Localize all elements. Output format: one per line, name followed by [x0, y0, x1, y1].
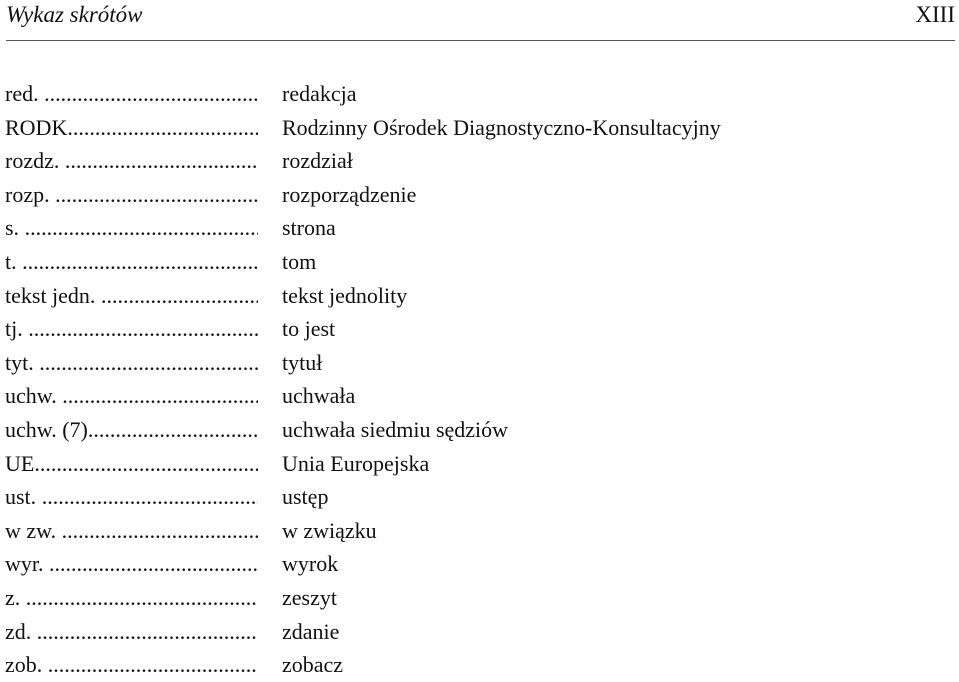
abbreviation: zd. ..... — [5, 615, 258, 649]
abbreviation-meaning: zobacz — [282, 652, 344, 678]
abbreviation-meaning: to jest — [282, 316, 336, 342]
abbreviation-list — [5, 77, 945, 682]
abbreviation-row — [5, 413, 945, 447]
abbreviation-row — [5, 581, 945, 615]
abbreviation: zob. ..... — [5, 648, 258, 682]
abbreviation: wyr. ..... — [5, 547, 258, 581]
abbreviation-row — [5, 245, 945, 279]
abbreviation: w zw. ..... — [5, 514, 258, 548]
abbreviation-meaning: tom — [282, 248, 317, 274]
abbreviation-meaning: wyrok — [282, 551, 339, 577]
page-number: XIII — [915, 2, 955, 27]
abbreviation-row — [5, 111, 945, 145]
abbreviation: UE ..... — [5, 447, 258, 481]
abbreviation-meaning: strona — [282, 215, 336, 241]
abbreviation: rozp. ..... — [5, 178, 258, 212]
abbreviation-meaning: Unia Europejska — [282, 450, 430, 476]
abbreviation-row — [5, 480, 945, 514]
abbreviation-meaning: tytuł — [282, 349, 323, 375]
abbreviation-row — [5, 514, 945, 548]
abbreviation-meaning: uchwała — [282, 383, 356, 409]
abbreviation-meaning: tekst jednolity — [282, 282, 408, 308]
abbreviation-meaning: Rodzinny Ośrodek Diagnostyczno-Konsultacyjny — [282, 114, 721, 140]
abbreviation: t. ..... — [5, 245, 258, 279]
abbreviation-row — [5, 648, 945, 682]
abbreviation-meaning: redakcja — [282, 81, 357, 106]
abbreviation-row — [5, 144, 945, 178]
abbreviation-meaning: ustęp — [282, 484, 329, 510]
abbreviation-row — [5, 178, 945, 212]
abbreviation-row — [5, 211, 945, 245]
abbreviation: uchw. ..... — [5, 379, 258, 413]
abbreviation: red. ..... — [5, 77, 258, 111]
page-title: Wykaz skrótów — [6, 2, 143, 27]
abbreviation: tyt. ..... — [5, 346, 258, 380]
abbreviation-meaning: w związku — [282, 517, 377, 543]
abbreviation-meaning: uchwała siedmiu sędziów — [282, 416, 509, 442]
abbreviation: tekst jedn. ..... — [5, 279, 258, 313]
abbreviation-row — [5, 615, 945, 649]
abbreviation-meaning: zdanie — [282, 618, 340, 644]
abbreviation-meaning: rozporządzenie — [282, 181, 417, 207]
abbreviation-row — [5, 312, 945, 346]
abbreviation: z. ..... — [5, 581, 258, 615]
abbreviation: ust. ..... — [5, 480, 258, 514]
abbreviation-row — [5, 77, 945, 111]
abbreviation-row — [5, 447, 945, 481]
abbreviation-row — [5, 547, 945, 581]
abbreviation-row — [5, 279, 945, 313]
abbreviation: uchw. (7) ..... — [5, 413, 258, 447]
abbreviation: tj. ..... — [5, 312, 258, 346]
abbreviation-row — [5, 379, 945, 413]
abbreviation-row — [5, 346, 945, 380]
abbreviation-meaning: zeszyt — [282, 584, 337, 610]
abbreviation-meaning: rozdział — [282, 148, 353, 174]
page-header — [6, 0, 955, 41]
abbreviation: RODK ..... — [5, 111, 258, 145]
abbreviation: s. ..... — [5, 211, 258, 245]
abbreviation: rozdz. ..... — [5, 144, 258, 178]
